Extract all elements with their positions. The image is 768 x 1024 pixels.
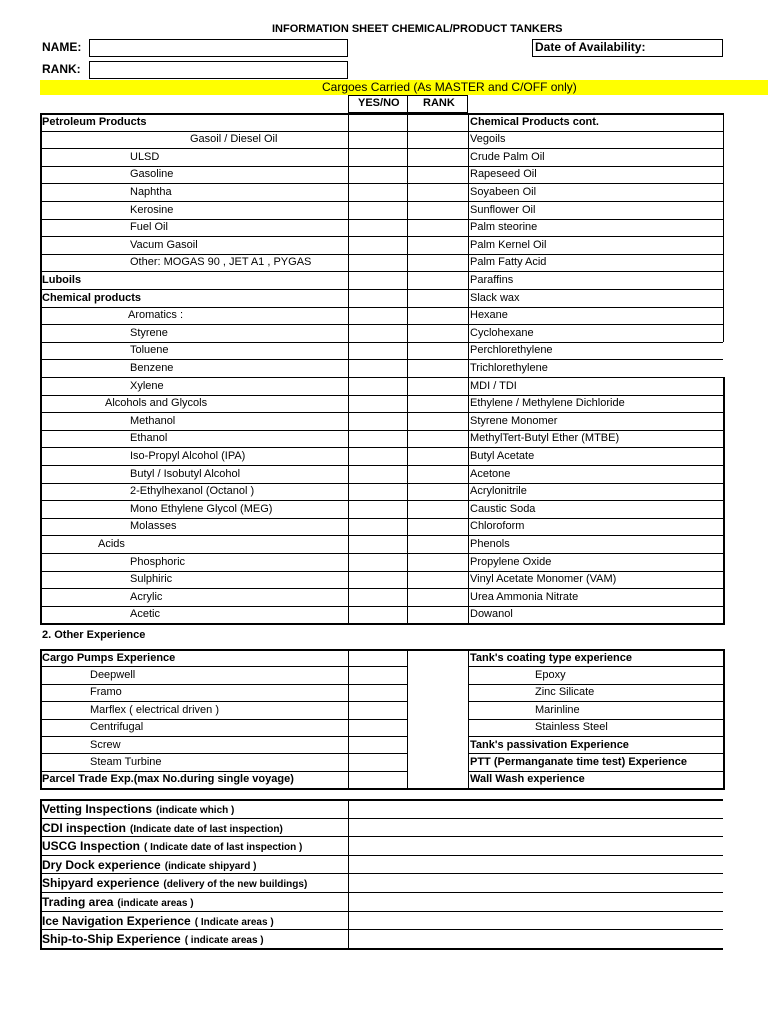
inspection-row-label xyxy=(42,877,307,890)
cargo-left-row-label: Butyl / Isobutyl Alcohol xyxy=(130,467,241,480)
cargo-right-row-label: MDI / TDI xyxy=(470,379,517,392)
cargo-right-row-label: Crude Palm Oil xyxy=(470,150,545,163)
cargo-left-row-label: Petroleum Products xyxy=(42,115,147,128)
cargo-rank-cell[interactable] xyxy=(408,589,468,606)
cargo-rank-cell[interactable] xyxy=(408,149,468,166)
cargo-left-row-label: Vacum Gasoil xyxy=(130,238,198,251)
cargo-right-row-label: Perchlorethylene xyxy=(470,344,553,357)
inspection-row-label xyxy=(42,803,234,816)
cargo-rank-cell[interactable] xyxy=(408,501,468,518)
cargo-rank-cell[interactable] xyxy=(408,519,468,536)
cargo-yes-no-cell[interactable] xyxy=(349,220,407,237)
other-right-row-label: Marinline xyxy=(535,703,580,716)
cargo-left-row-label: ULSD xyxy=(130,150,160,163)
cargo-rank-cell[interactable] xyxy=(408,220,468,237)
cargo-yes-no-cell[interactable] xyxy=(349,237,407,254)
cargo-rank-cell[interactable] xyxy=(408,484,468,501)
other-rank-cell[interactable] xyxy=(408,650,468,788)
cargo-yes-no-cell[interactable] xyxy=(349,554,407,571)
other-right-row-label: PTT (Permanganate time test) Experience xyxy=(470,755,688,768)
other-yes-no-cell[interactable] xyxy=(349,667,407,683)
cargo-yes-no-cell[interactable] xyxy=(349,255,407,272)
other-yes-no-cell[interactable] xyxy=(349,772,407,788)
other-right-row-label: Tank's passivation Experience xyxy=(470,738,629,751)
cargo-right-row-label: Hexane xyxy=(470,309,508,322)
other-yes-no-cell[interactable] xyxy=(349,754,407,770)
cargo-yes-no-cell[interactable] xyxy=(349,431,407,448)
cargo-left-row-label: Benzene xyxy=(130,361,174,374)
cargo-right-row-label: Cyclohexane xyxy=(470,326,534,339)
cargo-rank-cell[interactable] xyxy=(408,466,468,483)
cargo-left-row-label: Alcohols and Glycols xyxy=(105,397,208,410)
cargo-yes-no-cell[interactable] xyxy=(349,272,407,289)
cargo-left-row-label: Toluene xyxy=(130,344,169,357)
cargo-rank-cell[interactable] xyxy=(408,325,468,342)
date-of-availability-label: Date of Availability: xyxy=(535,40,646,54)
cargo-yes-no-cell[interactable] xyxy=(349,184,407,201)
cargo-yes-no-cell[interactable] xyxy=(349,448,407,465)
rank-label: RANK: xyxy=(42,62,81,76)
other-left-row-label: Screw xyxy=(90,738,121,751)
cargo-right-row-label: Trichlorethylene xyxy=(470,361,548,374)
cargo-rank-cell[interactable] xyxy=(408,396,468,413)
cargo-yes-no-cell[interactable] xyxy=(349,132,407,149)
inspection-label: Dry Dock experience xyxy=(42,857,161,872)
name-label: NAME: xyxy=(42,40,82,54)
cargo-left-row-label: Styrene xyxy=(130,326,168,339)
cargo-yes-no-cell[interactable] xyxy=(349,572,407,589)
other-right-row-label: Epoxy xyxy=(535,668,566,681)
cargo-right-row-label: Soyabeen Oil xyxy=(470,185,537,198)
inspection-answer-cell[interactable] xyxy=(349,893,723,911)
cargo-right-row-label: Ethylene / Methylene Dichloride xyxy=(470,397,625,410)
name-field[interactable] xyxy=(89,39,348,57)
cargo-right-row-label: Paraffins xyxy=(470,273,514,286)
cargo-rank-cell[interactable] xyxy=(408,378,468,395)
inspection-answer-cell[interactable] xyxy=(349,800,723,818)
cargo-rank-cell[interactable] xyxy=(408,536,468,553)
cargo-rank-cell[interactable] xyxy=(408,167,468,184)
inspection-label: Trading area xyxy=(42,895,114,909)
cargo-right-row-label: Dowanol xyxy=(470,608,513,621)
cargo-left-row-label: Fuel Oil xyxy=(130,221,168,234)
inspection-answer-cell[interactable] xyxy=(349,930,723,948)
cargo-left-row-label: Acids xyxy=(98,537,125,550)
cargo-rank-cell[interactable] xyxy=(408,237,468,254)
other-experience-heading: 2. Other Experience xyxy=(42,629,146,641)
cargo-right-row-label: Butyl Acetate xyxy=(470,449,535,462)
other-left-row-label: Cargo Pumps Experience xyxy=(42,651,176,664)
cargo-rank-cell[interactable] xyxy=(408,554,468,571)
cargo-rank-cell[interactable] xyxy=(408,272,468,289)
cargo-yes-no-cell[interactable] xyxy=(349,167,407,184)
cargo-right-row-label: Rapeseed Oil xyxy=(470,168,537,181)
inspection-note: (Indicate date of last inspection) xyxy=(130,823,283,835)
other-right-row-label: Zinc Silicate xyxy=(535,686,595,699)
cargo-rank-cell[interactable] xyxy=(408,290,468,307)
cargo-left-row-label: Gasoil / Diesel Oil xyxy=(190,133,278,146)
cargo-right-row-label: Acrylonitrile xyxy=(470,485,527,498)
other-right-row-label: Stainless Steel xyxy=(535,721,608,734)
inspection-row-label xyxy=(42,896,194,909)
cargo-left-row-label: Sulphiric xyxy=(130,573,173,586)
rank-field[interactable] xyxy=(89,61,348,79)
other-left-row-label: Parcel Trade Exp.(max No.during single voyage) xyxy=(42,773,294,786)
cargo-rank-cell[interactable] xyxy=(408,132,468,149)
inspection-note: (indicate which ) xyxy=(156,805,235,816)
other-yes-no-cell[interactable] xyxy=(349,685,407,701)
inspection-row-label xyxy=(42,933,264,946)
inspection-answer-cell[interactable] xyxy=(349,912,723,930)
cargo-yes-no-cell[interactable] xyxy=(349,607,407,624)
other-yes-no-cell[interactable] xyxy=(349,702,407,718)
cargo-yes-no-cell[interactable] xyxy=(349,536,407,553)
cargo-yes-no-cell[interactable] xyxy=(349,202,407,219)
cargo-right-row-label: Acetone xyxy=(470,467,511,480)
cargo-left-row-label: Naphtha xyxy=(130,185,172,198)
cargo-right-row-label: Chloroform xyxy=(470,520,525,533)
cargo-left-row-label: Mono Ethylene Glycol (MEG) xyxy=(130,502,273,515)
inspection-answer-cell[interactable] xyxy=(349,874,723,892)
cargo-rank-cell[interactable] xyxy=(408,202,468,219)
cargo-yes-no-cell[interactable] xyxy=(349,396,407,413)
other-left-row-label: Marflex ( electrical driven ) xyxy=(90,703,219,716)
cargo-rank-cell[interactable] xyxy=(408,255,468,272)
cargo-rank-cell[interactable] xyxy=(408,184,468,201)
inspection-answer-cell[interactable] xyxy=(349,819,723,837)
cargo-yes-no-cell[interactable] xyxy=(349,360,407,377)
cargo-yes-no-cell[interactable] xyxy=(349,290,407,307)
cargo-right-row-label: Styrene Monomer xyxy=(470,414,558,427)
cargo-yes-no-cell[interactable] xyxy=(349,343,407,360)
cargo-yes-no-cell[interactable] xyxy=(349,501,407,518)
inspection-label: Shipyard experience xyxy=(42,876,160,891)
col-header-rank: RANK xyxy=(423,97,455,109)
cargo-left-row-label: Kerosine xyxy=(130,203,174,216)
inspection-row-label xyxy=(42,822,283,835)
cargo-rank-cell[interactable] xyxy=(408,114,468,131)
cargo-left-row-label: Phosphoric xyxy=(130,555,186,568)
cargo-left-row-label: Xylene xyxy=(130,379,164,392)
inspection-label: Ship-to-Ship Experience xyxy=(42,932,181,947)
inspection-note: (delivery of the new buildings) xyxy=(163,879,308,891)
cargo-right-row-label: Vegoils xyxy=(470,133,506,146)
inspection-label: Ice Navigation Experience xyxy=(42,913,191,928)
cargo-left-row-label: Acrylic xyxy=(130,590,163,603)
cargo-left-row-label: Methanol xyxy=(130,414,176,427)
cargo-right-row-label: Urea Ammonia Nitrate xyxy=(470,590,579,603)
cargoes-banner-text: Cargoes Carried (As MASTER and C/OFF only) xyxy=(322,80,577,94)
cargo-left-row-label: Aromatics : xyxy=(128,309,184,322)
cargo-right-row-label: Propylene Oxide xyxy=(470,555,552,568)
cargo-left-row-label: Ethanol xyxy=(130,432,168,445)
other-left-row-label: Steam Turbine xyxy=(90,755,162,768)
cargo-left-row-label: Molasses xyxy=(130,520,177,533)
inspection-note: (indicate areas ) xyxy=(117,898,194,909)
cargo-rank-cell[interactable] xyxy=(408,343,468,360)
cargo-rank-cell[interactable] xyxy=(408,308,468,325)
cargo-yes-no-cell[interactable] xyxy=(349,519,407,536)
cargo-right-row-label: Sunflower Oil xyxy=(470,203,536,216)
cargo-rank-cell[interactable] xyxy=(408,572,468,589)
cargo-rank-cell[interactable] xyxy=(408,360,468,377)
cargo-right-row-label: Caustic Soda xyxy=(470,502,536,515)
other-right-row-label: Wall Wash experience xyxy=(470,773,585,786)
cargo-left-row-label: Gasoline xyxy=(130,168,174,181)
cargo-yes-no-cell[interactable] xyxy=(349,308,407,325)
other-left-row-label: Centrifugal xyxy=(90,721,144,734)
cargo-rank-cell[interactable] xyxy=(408,413,468,430)
other-left-row-label: Framo xyxy=(90,686,122,699)
col-header-yes-no: YES/NO xyxy=(358,97,400,109)
other-yes-no-cell[interactable] xyxy=(349,720,407,736)
page-title: INFORMATION SHEET CHEMICAL/PRODUCT TANKERS xyxy=(272,23,563,35)
inspection-answer-cell[interactable] xyxy=(349,856,723,874)
cargo-right-row-label: Palm steorine xyxy=(470,221,538,234)
cargo-rank-cell[interactable] xyxy=(408,431,468,448)
inspection-row-label xyxy=(42,915,274,928)
other-right-row-label: Tank's coating type experience xyxy=(470,651,632,664)
inspection-note: ( Indicate date of last inspection ) xyxy=(144,842,303,854)
inspection-label: Vetting Inspections xyxy=(42,802,153,816)
inspection-note: ( Indicate areas ) xyxy=(194,916,274,928)
cargo-left-row-label: 2-Ethylhexanol (Octanol ) xyxy=(130,485,255,498)
cargo-left-row-label: Chemical products xyxy=(42,291,142,304)
other-yes-no-cell[interactable] xyxy=(349,737,407,753)
cargo-right-row-label: Vinyl Acetate Monomer (VAM) xyxy=(470,573,617,586)
cargo-right-row-label: Phenols xyxy=(470,537,510,550)
cargo-right-row-label: Slack wax xyxy=(470,291,520,304)
cargo-right-row-label: MethylTert-Butyl Ether (MTBE) xyxy=(470,432,620,445)
cargo-rank-cell[interactable] xyxy=(408,607,468,624)
other-yes-no-cell[interactable] xyxy=(349,650,407,666)
cargo-yes-no-cell[interactable] xyxy=(349,589,407,606)
other-left-row-label: Deepwell xyxy=(90,668,136,681)
inspection-row-label xyxy=(42,859,256,872)
inspection-row-label xyxy=(42,840,302,853)
cargo-left-row-label: Luboils xyxy=(42,273,82,286)
cargo-yes-no-cell[interactable] xyxy=(349,484,407,501)
cargo-yes-no-cell[interactable] xyxy=(349,466,407,483)
cargo-rank-cell[interactable] xyxy=(408,448,468,465)
inspection-label: USCG Inspection xyxy=(42,839,141,854)
inspection-note: (indicate shipyard ) xyxy=(164,860,257,872)
cargo-yes-no-cell[interactable] xyxy=(349,413,407,430)
cargo-yes-no-cell[interactable] xyxy=(349,325,407,342)
cargo-right-row-label: Palm Fatty Acid xyxy=(470,256,547,269)
cargo-right-row-label: Palm Kernel Oil xyxy=(470,238,547,251)
cargo-left-row-label: Acetic xyxy=(130,608,160,621)
inspection-note: ( indicate areas ) xyxy=(184,935,264,947)
cargo-yes-no-cell[interactable] xyxy=(349,378,407,395)
cargo-left-row-label: Iso-Propyl Alcohol (IPA) xyxy=(130,449,246,462)
cargo-yes-no-cell[interactable] xyxy=(349,114,407,131)
cargo-left-row-label: Other: MOGAS 90 , JET A1 , PYGAS xyxy=(130,256,312,269)
cargo-yes-no-cell[interactable] xyxy=(349,149,407,166)
inspection-label: CDI inspection xyxy=(42,820,127,835)
cargo-right-row-label: Chemical Products cont. xyxy=(470,115,599,128)
inspection-answer-cell[interactable] xyxy=(349,837,723,855)
